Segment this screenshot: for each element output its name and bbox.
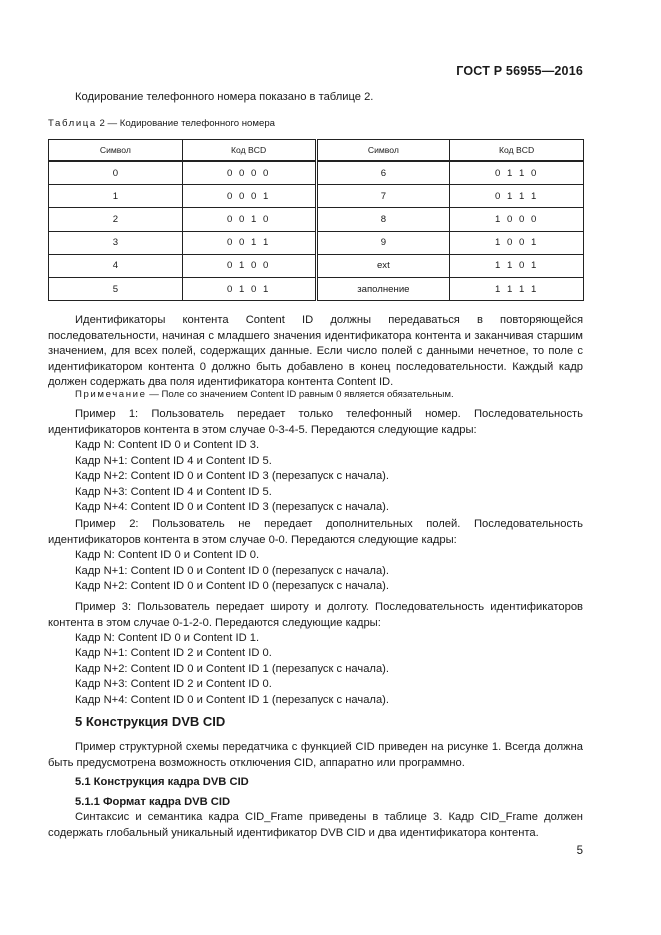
table-cell: 1 1 0 1	[450, 254, 584, 277]
table-cell: 1 0 0 1	[450, 231, 584, 254]
table-cell: 3	[49, 231, 183, 254]
table-cell: 0 1 0 1	[182, 277, 316, 300]
document-header: ГОСТ Р 56955—2016	[456, 64, 583, 78]
table-cell: 6	[316, 161, 450, 185]
table-cell: 0	[49, 161, 183, 185]
table-cell: 1	[49, 185, 183, 208]
example-3-line: Кадр N+4: Content ID 0 и Content ID 1 (перезапуск с начала).	[75, 694, 390, 706]
example-1-line: Кадр N+4: Content ID 0 и Content ID 3 (перезапуск с начала).	[75, 501, 390, 513]
example-1-intro: Пример 1: Пользователь передает только телефонный номер. Последовательность идентификаторов контента в этом случае 0-3-4-5. Передаются следующие кадры:	[48, 408, 583, 436]
table-cell: ext	[316, 254, 450, 277]
example-3-line: Кадр N+1: Content ID 2 и Content ID 0.	[75, 647, 272, 659]
note	[75, 389, 454, 400]
section-5-1-heading: 5.1 Конструкция кадра DVB CID	[75, 776, 249, 788]
intro-text: Кодирование телефонного номера показано в таблице 2.	[75, 91, 374, 103]
table-caption-label: Таблица	[48, 118, 97, 129]
table-header-cell: Символ	[316, 140, 450, 162]
table-cell: 8	[316, 208, 450, 231]
table-cell: 0 1 1 0	[450, 161, 584, 185]
table-cell: 7	[316, 185, 450, 208]
example-1-line: Кадр N+1: Content ID 4 и Content ID 5.	[75, 455, 272, 467]
content-id-paragraph: Идентификаторы контента Content ID должны передаваться в повторяющейся последовательности, начиная с младшего значения идентификатора контента и заканчивая старшим значением, для всех полей, содержащих данные. Если число полей с данными нечетное, то поле с идентификатором контента 0 должно быть добавлено в конец последовательности. Каждый кадр должен содержать два поля идентификатора контента Content ID.	[48, 314, 583, 389]
example-2-line: Кадр N+2: Content ID 0 и Content ID 0 (перезапуск с начала).	[75, 580, 390, 592]
table-caption-text: 2 — Кодирование телефонного номера	[96, 118, 276, 129]
table-caption	[48, 118, 275, 129]
example-3-intro: Пример 3: Пользователь передает широту и долготу. Последовательность идентификаторов контента в этом случае 0-1-2-0. Передаются следующие кадры:	[48, 601, 583, 629]
example-3-line: Кадр N+2: Content ID 0 и Content ID 1 (перезапуск с начала).	[75, 663, 390, 675]
table-row	[49, 161, 584, 185]
table-row	[49, 185, 584, 208]
example-2-line: Кадр N+1: Content ID 0 и Content ID 0 (перезапуск с начала).	[75, 565, 390, 577]
section-5-1-1-text: Синтаксис и семантика кадра CID_Frame приведены в таблице 3. Кадр CID_Frame должен содержать глобальный уникальный идентификатор DVB CID и два идентификатора контента.	[48, 811, 583, 839]
section-5-text: Пример структурной схемы передатчика с функцией CID приведен на рисунке 1. Всегда должна быть предусмотрена возможность отключения CID, аппаратно или программно.	[48, 741, 583, 769]
table-cell: 0 0 0 0	[182, 161, 316, 185]
table-row	[49, 208, 584, 231]
table-cell: 0 0 1 0	[182, 208, 316, 231]
table-cell: 1 0 0 0	[450, 208, 584, 231]
table-cell: заполнение	[316, 277, 450, 300]
example-2-line: Кадр N: Content ID 0 и Content ID 0.	[75, 549, 260, 561]
table-cell: 4	[49, 254, 183, 277]
page-number: 5	[576, 845, 583, 857]
table-row	[49, 254, 584, 277]
table-cell: 0 1 1 1	[450, 185, 584, 208]
example-1-line: Кадр N+3: Content ID 4 и Content ID 5.	[75, 486, 272, 498]
example-3-line: Кадр N+3: Content ID 2 и Content ID 0.	[75, 678, 272, 690]
table-cell: 2	[49, 208, 183, 231]
table-cell: 0 0 0 1	[182, 185, 316, 208]
table-cell: 0 0 1 1	[182, 231, 316, 254]
bcd-table	[48, 139, 584, 301]
table-row	[49, 277, 584, 300]
table-header-cell: Код BCD	[182, 140, 316, 162]
note-label: Примечание	[75, 389, 147, 400]
table-cell: 9	[316, 231, 450, 254]
table-header-cell: Код BCD	[450, 140, 584, 162]
section-5-heading: 5 Конструкция DVB CID	[75, 714, 226, 729]
note-text: — Поле со значением Content ID равным 0 является обязательным.	[146, 389, 454, 400]
table-row	[49, 231, 584, 254]
table-cell: 0 1 0 0	[182, 254, 316, 277]
example-1-line: Кадр N+2: Content ID 0 и Content ID 3 (перезапуск с начала).	[75, 470, 390, 482]
example-3-line: Кадр N: Content ID 0 и Content ID 1.	[75, 632, 260, 644]
table-cell: 5	[49, 277, 183, 300]
table-cell: 1 1 1 1	[450, 277, 584, 300]
example-2-intro: Пример 2: Пользователь не передает дополнительных полей. Последовательность идентификаторов контента в этом случае 0-0. Передаются следующие кадры:	[48, 518, 583, 546]
section-5-1-1-heading: 5.1.1 Формат кадра DVB CID	[75, 796, 231, 808]
table-header-row	[49, 140, 584, 162]
example-1-line: Кадр N: Content ID 0 и Content ID 3.	[75, 439, 260, 451]
table-header-cell: Символ	[49, 140, 183, 162]
